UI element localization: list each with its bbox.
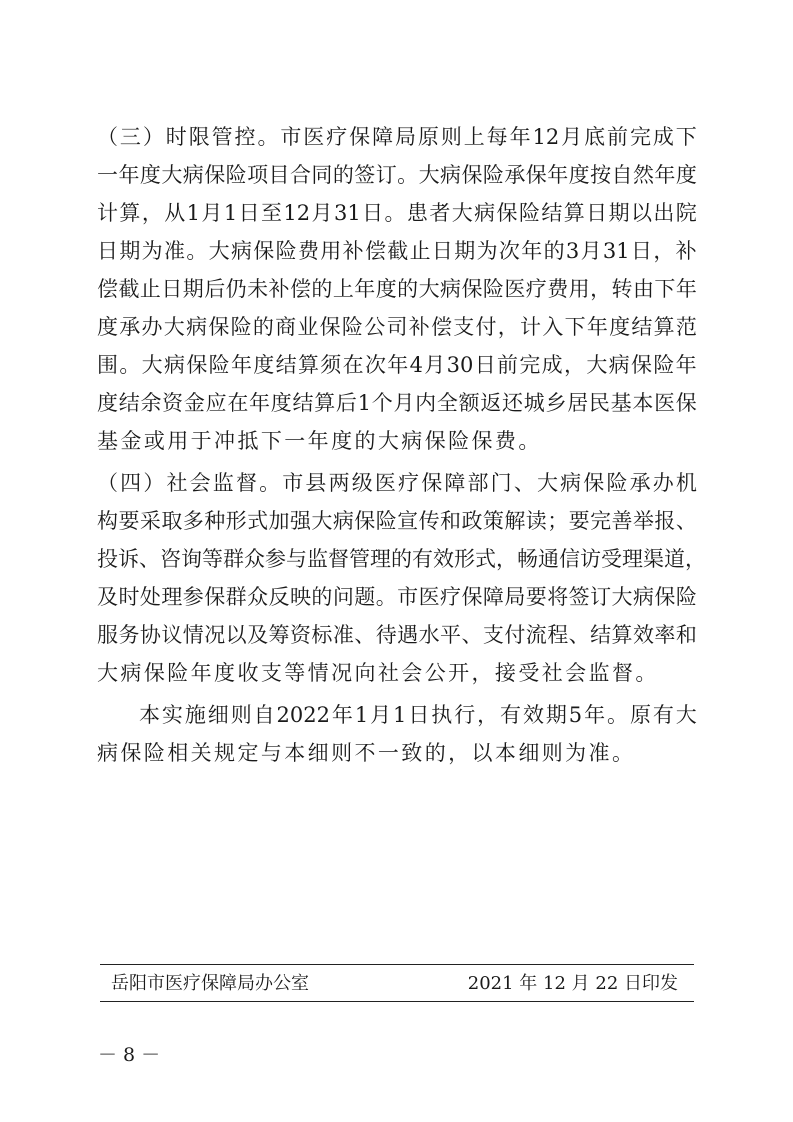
footer-issue-date: 2021 年 12 月 22 日印发 xyxy=(467,973,678,994)
text-line: 度 承 办 大 病 保 险 的 商 业 保 险 公 司 补 偿 支 付 ， 计 入 下 年 度 结 算 范 xyxy=(97,315,697,339)
text-line: 基 金 或 用 于 冲 抵 下 一 年 度 的 大 病 保 险 保 费 。 xyxy=(97,429,542,453)
text-line: 偿 截 止 日 期 后 仍 未 补 偿 的 上 年 度 的 大 病 保 险 医 疗 费 用 ， 转 由 下 年 xyxy=(97,277,697,301)
text-line: 一 年 度 大 病 保 险 项 目 合 同 的 签 订 。 大 病 保 险 承 保 年 度 按 自 然 年 度 xyxy=(97,163,697,187)
text-line: 病 保 险 相 关 规 定 与 本 细 则 不 一 致 的 ， 以 本 细 则 为 准 。 xyxy=(97,741,636,765)
text-line: （ 四 ） 社 会 监 督 。 市 县 两 级 医 疗 保 障 部 门 、 大 病 保 险 承 办 机 xyxy=(97,471,697,495)
text-line: 大 病 保 险 年 度 收 支 等 情 况 向 社 会 公 开 ， 接 受 社 会 监 督 。 xyxy=(97,661,659,685)
text-line: （ 三 ） 时 限 管 控 。 市 医 疗 保 障 局 原 则 上 每 年 12 月 底 前 完 成 下 xyxy=(97,125,697,149)
text-line: 计 算 ， 从 1 月 1 日 至 12 月 31 日 。 患 者 大 病 保 险 结 算 日 期 以 出 院 xyxy=(97,201,697,225)
footer-issuer: 岳阳市医疗保障局办公室 xyxy=(111,973,309,994)
text-line: 构 要 采 取 多 种 形 式 加 强 大 病 保 险 宣 传 和 政 策 解 读 ； 要 完 善 举 报 、 xyxy=(97,509,697,533)
text-line: 及 时 处 理 参 保 群 众 反 映 的 问 题 。 市 医 疗 保 障 局 要 将 签 订 大 病 保 险 xyxy=(97,585,697,609)
text-line: 服 务 协 议 情 况 以 及 筹 资 标 准 、 待 遇 水 平 、 支 付 流 程 、 结 算 效 率 和 xyxy=(97,623,697,647)
footer-bottom-rule xyxy=(100,1001,694,1002)
text-line: 本 实 施 细 则 自 2022 年 1 月 1 日 执 行 ， 有 效 期 5 年 。 原 有 大 xyxy=(139,703,697,727)
text-line: 围 。 大 病 保 险 年 度 结 算 须 在 次 年 4 月 30 日 前 完 成 ， 大 病 保 险 年 xyxy=(97,353,697,377)
text-line: 日 期 为 准 。 大 病 保 险 费 用 补 偿 截 止 日 期 为 次 年 的 3 月 31 日 ， 补 xyxy=(97,239,697,263)
page-number: － 8 － xyxy=(98,1044,161,1066)
text-line: 投 诉 、 咨 询 等 群 众 参 与 监 督 管 理 的 有 效 形 式 ， 畅 通 信 访 受 理 渠 道 ， xyxy=(97,547,706,571)
text-line: 度 结 余 资 金 应 在 年 度 结 算 后 1 个 月 内 全 额 返 还 城 乡 居 民 基 本 医 保 xyxy=(97,391,697,415)
footer-top-rule xyxy=(100,964,694,965)
